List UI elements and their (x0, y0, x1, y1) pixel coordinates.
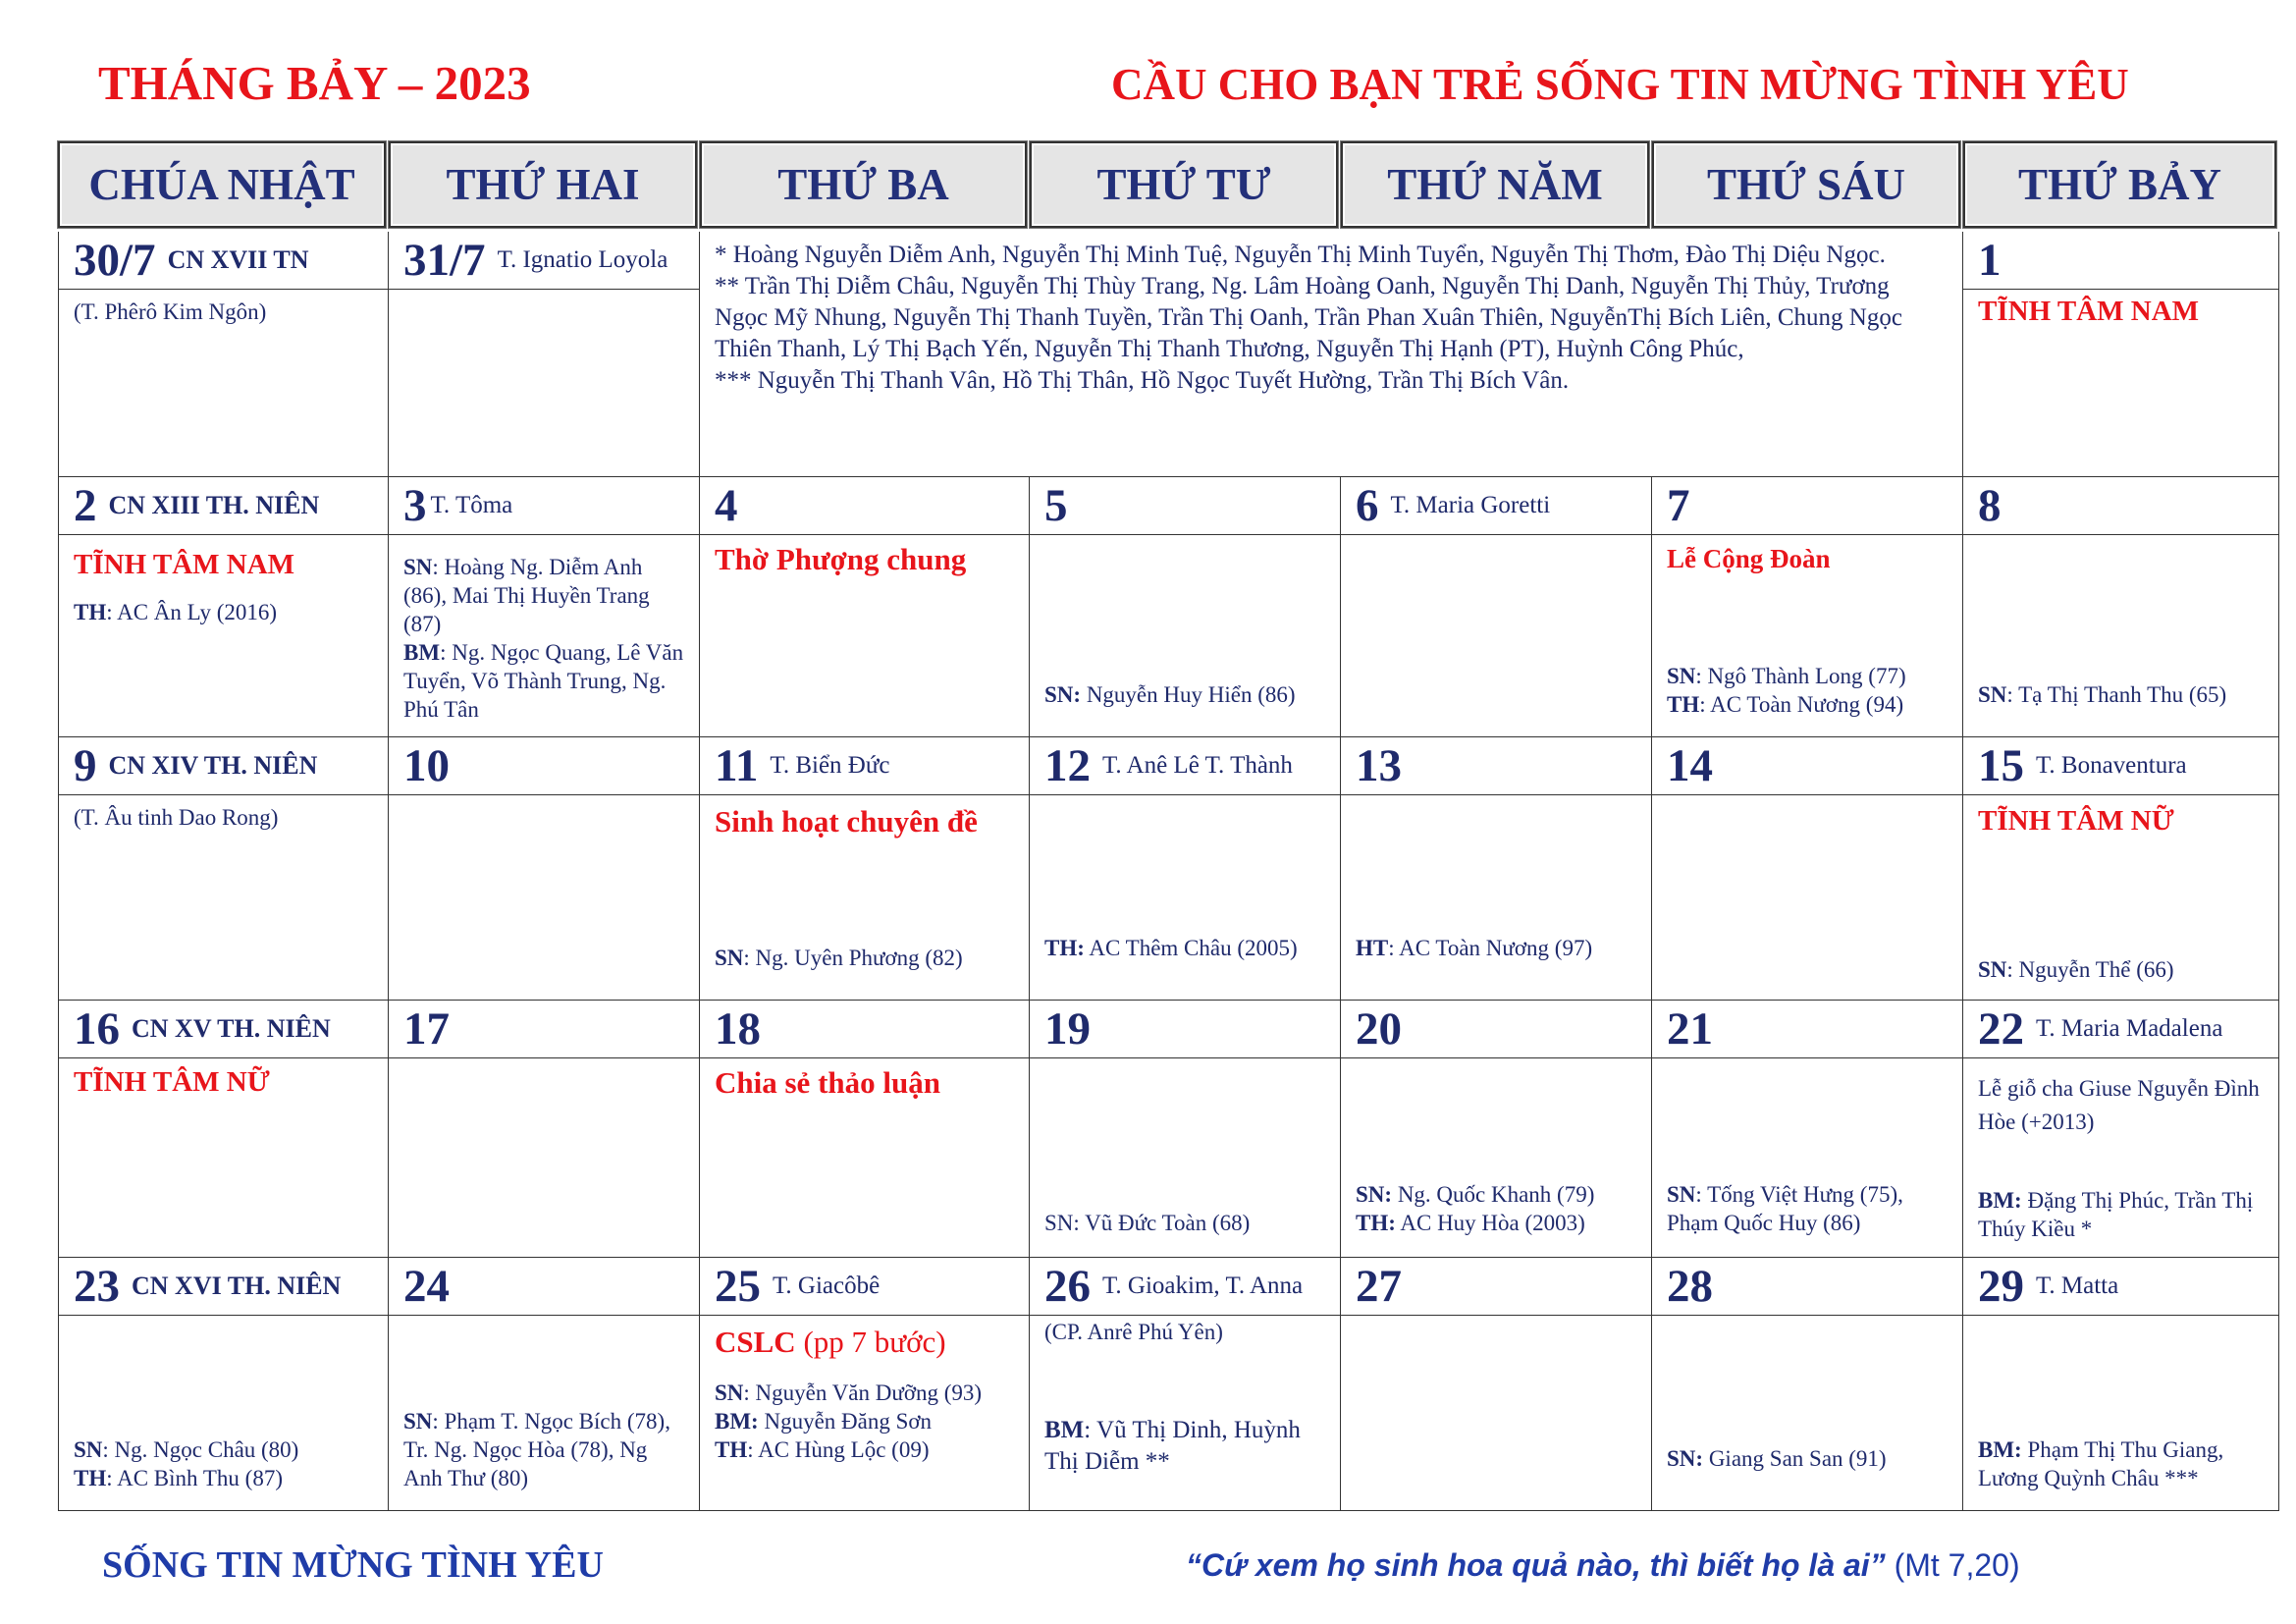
entry-key: SN (403, 555, 433, 579)
weekday-header: THỨ BẢY (1963, 141, 2276, 228)
entry-key: BM: (715, 1409, 759, 1434)
liturgical-label: CN XVII TN (167, 245, 309, 274)
entry-text: Ng. Quốc Khanh (79) (1392, 1182, 1595, 1207)
day-number: 15 (1978, 740, 2024, 791)
day-cell (1341, 477, 1652, 737)
day-cell (1030, 1258, 1341, 1511)
day-cell (58, 232, 389, 477)
day-number: 10 (403, 740, 450, 791)
entry-key: SN (74, 1437, 103, 1462)
weekday-header: CHÚA NHẬT (58, 141, 386, 228)
day-cell (700, 1001, 1030, 1258)
day-number: 1 (1978, 235, 2002, 286)
day-cell (1963, 1258, 2279, 1511)
day-cell (1030, 1001, 1341, 1258)
entry-key: SN (1978, 682, 2007, 707)
saint-name: T. Gioakim, T. Anna (1102, 1272, 1304, 1299)
entry-key: SN: (1667, 1446, 1704, 1471)
entry-key: SN (715, 946, 744, 970)
event-label: Sinh hoạt chuyên đề (715, 804, 978, 839)
day-cell (1652, 477, 1963, 737)
weekday-header: THỨ BA (700, 141, 1027, 228)
entry-key: TH: (1356, 1211, 1396, 1235)
day-cell (58, 1001, 389, 1258)
event-label: Chia sẻ thảo luận (715, 1065, 940, 1100)
day-number: 14 (1667, 740, 1713, 791)
entry-text: : Nguyễn Văn Dưỡng (93) (743, 1380, 983, 1405)
liturgical-label: CN XIV TH. NIÊN (108, 751, 318, 780)
entry-text: Nguyễn Huy Hiển (86) (1081, 682, 1296, 707)
day-cell (700, 1258, 1030, 1511)
entry-key: TH (74, 1466, 107, 1490)
day-note: (CP. Anrê Phú Yên) (1044, 1320, 1223, 1344)
liturgical-label: CN XV TH. NIÊN (132, 1014, 331, 1043)
entry-text: AC Thêm Châu (2005) (1084, 936, 1298, 960)
entry-text: Giang San San (91) (1703, 1446, 1887, 1471)
day-number: 22 (1978, 1003, 2024, 1055)
theme-title: CẦU CHO BẠN TRẺ SỐNG TIN MỪNG TÌNH YÊU (1111, 60, 2129, 109)
entry-text: SN: Vũ Đức Toàn (68) (1044, 1211, 1251, 1235)
day-cell (389, 737, 700, 1001)
entry-key: HT (1356, 936, 1389, 960)
entry-text: : Ng. Ngọc Quang, Lê Văn Tuyển, Võ Thành Trung, Ng. Phú Tân (403, 640, 684, 722)
day-cell (1963, 737, 2279, 1001)
day-number: 8 (1978, 480, 2002, 531)
day-number: 7 (1667, 480, 1690, 531)
day-number: 16 (74, 1003, 120, 1055)
entry-text: : AC Toàn Nương (94) (1699, 692, 1904, 717)
entry-text: : Ng. Ngọc Châu (80) (102, 1437, 299, 1462)
entry-key: SN (1667, 1182, 1696, 1207)
day-cell (58, 477, 389, 737)
entry-text: Đặng Thị Phúc, Trần Thị Thúy Kiều * (1978, 1188, 2254, 1241)
entry-text: Nguyễn Đăng Sơn (758, 1409, 933, 1434)
day-number: 28 (1667, 1261, 1713, 1312)
day-number: 4 (715, 480, 738, 531)
day-cell (1963, 232, 2279, 477)
day-number: 25 (715, 1261, 761, 1312)
entry-text: : Hoàng Ng. Diễm Anh (86), Mai Thị Huyền Trang (87) (403, 555, 650, 636)
day-cell (1341, 1258, 1652, 1511)
footer-motto: SỐNG TIN MỪNG TÌNH YÊU (102, 1544, 604, 1586)
day-number: 21 (1667, 1003, 1713, 1055)
entry-key: SN (715, 1380, 744, 1405)
day-number: 24 (403, 1261, 450, 1312)
quote-reference: (Mt 7,20) (1885, 1547, 2020, 1583)
liturgical-label: CN XIII TH. NIÊN (108, 491, 320, 519)
entry-key: TH (1667, 692, 1700, 717)
entry-key: TH (715, 1437, 748, 1462)
entry-text: : Tống Việt Hưng (75), Phạm Quốc Huy (86) (1667, 1182, 1903, 1235)
entry-text: : AC Bình Thu (87) (106, 1466, 283, 1490)
prayer-line: ** Trần Thị Diễm Châu, Nguyễn Thị Thùy Trang, Ng. Lâm Hoàng Oanh, Nguyễn Thị Danh, Nguyễn Thị Thủy, Trương Ngọc Mỹ Nhung, Nguyễn Thị Thanh Tuyền, Trần Thị Oanh, Trần Phan Xuân Thiên, NguyễnThị Bích Liên, Chung Ngọc Thiên Thanh, Lý Thị Bạch Yến, Nguyễn Thị Thanh Thương, Nguyễn Thị Hạnh (PT), Huỳnh Công Phúc, (715, 273, 1902, 362)
calendar-grid (58, 141, 2279, 1536)
event-label: CSLC (715, 1325, 796, 1359)
day-number: 11 (715, 740, 759, 791)
weekday-header: THỨ HAI (389, 141, 697, 228)
entry-text: : AC Toàn Nương (97) (1388, 936, 1593, 960)
day-number: 31/7 (403, 235, 486, 286)
event-label: TĨNH TÂM NAM (1978, 296, 2200, 327)
saint-name: T. Anê Lê T. Thành (1102, 752, 1293, 779)
event-label-detail: (pp 7 bước) (795, 1325, 946, 1359)
entry-text: : Tạ Thị Thanh Thu (65) (2006, 682, 2227, 707)
day-number: 26 (1044, 1261, 1091, 1312)
day-number: 13 (1356, 740, 1402, 791)
month-title: THÁNG BẢY – 2023 (98, 56, 531, 110)
day-number: 5 (1044, 480, 1068, 531)
event-label: TĨNH TÂM NỮ (74, 1066, 270, 1098)
event-label: TĨNH TÂM NỮ (1978, 805, 2174, 837)
day-cell (389, 1001, 700, 1258)
entry-key: BM: (1978, 1188, 2022, 1213)
day-number: 18 (715, 1003, 761, 1055)
day-cell (1652, 737, 1963, 1001)
day-cell (1341, 1001, 1652, 1258)
day-number: 20 (1356, 1003, 1402, 1055)
day-number: 27 (1356, 1261, 1402, 1312)
entry-text: : Phạm T. Ngọc Bích (78), Tr. Ng. Ngọc Hòa (78), Ng Anh Thư (80) (403, 1409, 670, 1490)
day-cell (389, 477, 700, 737)
day-number: 2 (74, 480, 97, 531)
day-number: 30/7 (74, 235, 156, 286)
saint-name: T. Bonaventura (2036, 752, 2187, 779)
entry-key: SN (1978, 957, 2007, 982)
day-cell (1652, 1258, 1963, 1511)
day-number: 9 (74, 740, 97, 791)
entry-key: SN (403, 1409, 433, 1434)
entry-text: AC Huy Hòa (2003) (1395, 1211, 1585, 1235)
day-cell (1963, 477, 2279, 737)
prayer-list (700, 232, 1963, 477)
day-number: 12 (1044, 740, 1091, 791)
entry-key: BM (403, 640, 441, 665)
entry-text: : Ngô Thành Long (77) (1695, 664, 1906, 688)
day-cell (58, 1258, 389, 1511)
day-number: 19 (1044, 1003, 1091, 1055)
day-cell (1030, 477, 1341, 737)
saint-name: T. Matta (2036, 1272, 2119, 1299)
day-cell (389, 1258, 700, 1511)
prayer-line: * Hoàng Nguyễn Diễm Anh, Nguyễn Thị Minh Tuệ, Nguyễn Thị Minh Tuyển, Nguyễn Thị Thơm, Đào Thị Diệu Ngọc. (715, 242, 1886, 268)
saint-name: T. Giacôbê (773, 1272, 881, 1299)
entry-text: : AC Ân Ly (2016) (106, 600, 278, 624)
footer-quote (1186, 1547, 2020, 1584)
entry-key: BM: (1978, 1437, 2022, 1462)
day-cell (1963, 1001, 2279, 1258)
day-cell (1341, 737, 1652, 1001)
day-cell (1652, 1001, 1963, 1258)
entry-text: : Ng. Uyên Phương (82) (743, 946, 963, 970)
prayer-line: *** Nguyễn Thị Thanh Vân, Hồ Thị Thân, Hồ Ngọc Tuyết Hường, Trần Thị Bích Vân. (715, 367, 1570, 394)
day-cell (700, 737, 1030, 1001)
event-label: Lễ Cộng Đoàn (1667, 544, 1831, 573)
weekday-header: THỨ SÁU (1652, 141, 1960, 228)
weekday-header: THỨ NĂM (1341, 141, 1649, 228)
saint-name: T. Biển Đức (770, 752, 890, 779)
entry-key: SN: (1044, 682, 1082, 707)
saint-name: T. Maria Goretti (1390, 492, 1551, 518)
entry-text: : Nguyễn Thể (66) (2006, 957, 2174, 982)
day-cell (700, 477, 1030, 737)
day-number: 3 (403, 480, 427, 531)
entry-key: TH: (1044, 936, 1085, 960)
day-number: 17 (403, 1003, 450, 1055)
event-label: TĨNH TÂM NAM (74, 549, 295, 580)
day-note: Lễ giỗ cha Giuse Nguyễn Đình Hòe (+2013) (1978, 1076, 2260, 1134)
day-number: 29 (1978, 1261, 2024, 1312)
event-label: Thờ Phượng chung (715, 542, 967, 576)
day-number: 6 (1356, 480, 1379, 531)
day-cell (389, 232, 700, 477)
entry-key: BM (1044, 1417, 1085, 1443)
liturgical-label: CN XVI TH. NIÊN (132, 1272, 342, 1300)
entry-key: SN: (1356, 1182, 1393, 1207)
entry-key: TH (74, 600, 107, 624)
day-cell (1030, 737, 1341, 1001)
day-note: (T. Phêrô Kim Ngôn) (74, 299, 267, 324)
entry-key: SN (1667, 664, 1696, 688)
day-note: (T. Âu tinh Dao Rong) (74, 805, 279, 830)
day-number: 23 (74, 1261, 120, 1312)
weekday-header: THỨ TƯ (1030, 141, 1338, 228)
saint-name: T. Tôma (430, 492, 513, 518)
day-cell (58, 737, 389, 1001)
quote-text: “Cứ xem họ sinh hoa quả nào, thì biết họ là ai” (1186, 1547, 1886, 1583)
saint-name: T. Maria Madalena (2036, 1015, 2223, 1042)
saint-name: T. Ignatio Loyola (497, 246, 668, 273)
entry-text: : AC Hùng Lộc (09) (747, 1437, 930, 1462)
entry-text: Phạm Thị Thu Giang, Lương Quỳnh Châu *** (1978, 1437, 2224, 1490)
entry-text: : Vũ Thị Dinh, Huỳnh Thị Diễm ** (1044, 1417, 1301, 1475)
